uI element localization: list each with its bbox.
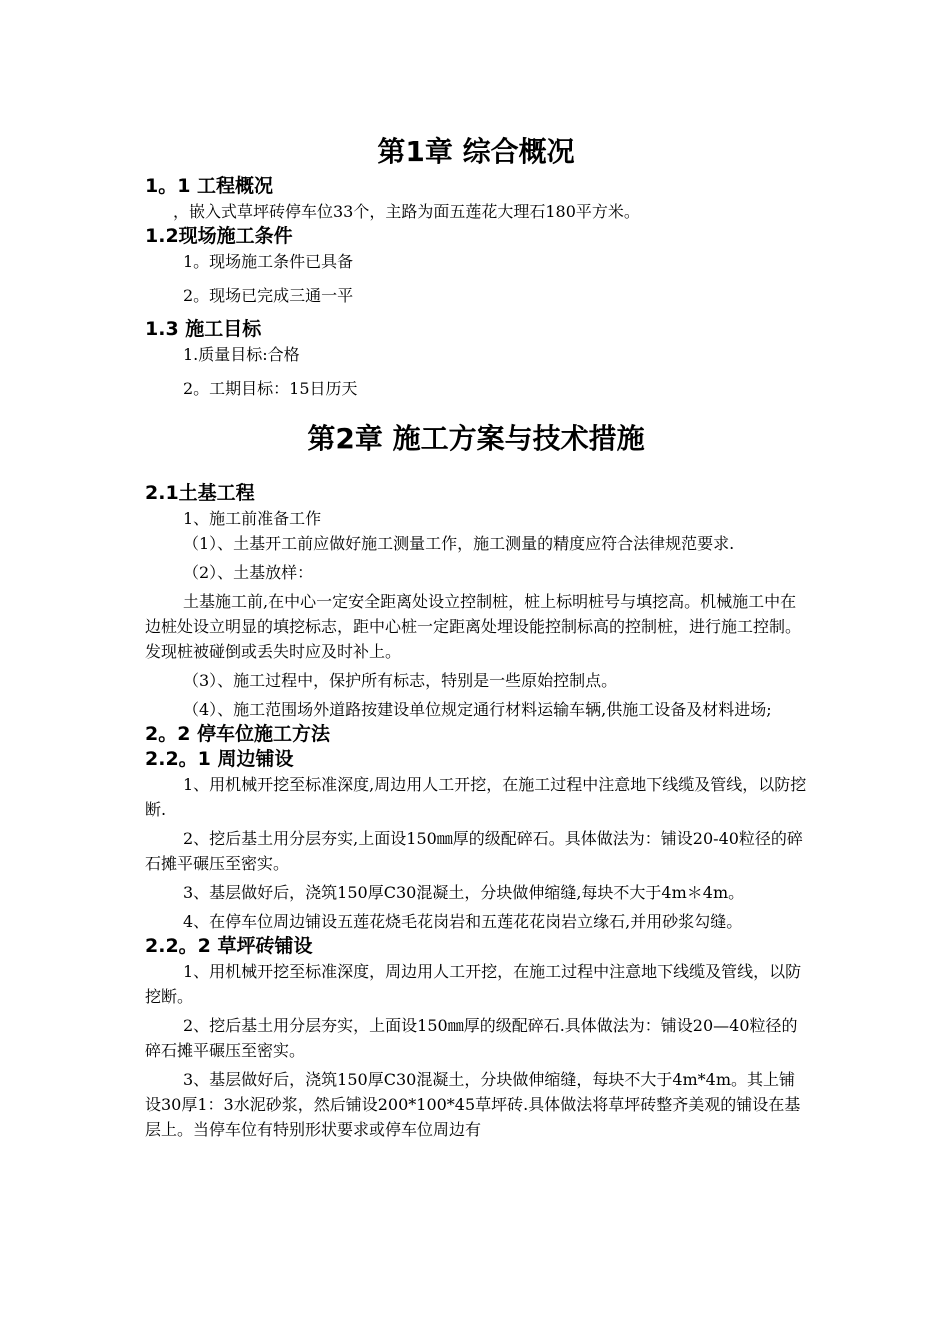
section-2-1-heading: 2.1土基工程: [145, 482, 255, 504]
paragraph: 1、用机械开挖至标准深度，周边用人工开挖，在施工过程中注意地下线缆及管线，以防挖断。: [145, 962, 802, 1006]
section-1-3-item: 2。工期目标：15日历天: [183, 379, 358, 398]
paragraph: 1、用机械开挖至标准深度,周边用人工开挖，在施工过程中注意地下线缆及管线，以防挖断.: [145, 775, 807, 819]
section-1-1-text: ，嵌入式草坪砖停车位33个，主路为面五莲花大理石180平方米。: [173, 202, 640, 221]
chapter-1-title: 第1章 综合概况: [377, 135, 575, 168]
paragraph: （4）、施工范围场外道路按建设单位规定通行材料运输车辆,供施工设备及材料进场;: [183, 700, 772, 719]
section-2-2-2-heading: 2.2。2 草坪砖铺设: [145, 935, 313, 957]
paragraph: （1）、土基开工前应做好施工测量工作，施工测量的精度应符合法律规范要求.: [183, 534, 735, 553]
section-1-2-heading: 1.2现场施工条件: [145, 225, 293, 247]
paragraph: 3、基层做好后，浇筑150厚C30混凝土，分块做伸缩缝，每块不大于4m*4m。其上铺设30厚1：3水泥砂浆，然后铺设200*100*45草坪砖.具体做法将草坪砖整齐美观的铺设在基层上。当停车位有特别形状要求或停车位周边有: [145, 1070, 801, 1139]
paragraph: （3）、施工过程中，保护所有标志，特别是一些原始控制点。: [183, 671, 618, 690]
paragraph: 3、基层做好后，浇筑150厚C30混凝土，分块做伸缩缝,每块不大于4m＊4m。: [183, 883, 745, 902]
paragraph: 2、挖后基土用分层夯实，上面设150㎜厚的级配碎石.具体做法为：铺设20—40粒径的碎石摊平碾压至密实。: [145, 1016, 798, 1060]
document-body: [145, 130, 807, 1142]
chapter-2-title: 第2章 施工方案与技术措施: [307, 422, 645, 455]
paragraph: （2）、土基放样：: [183, 563, 314, 582]
section-1-3-item: 1.质量目标:合格: [183, 345, 300, 364]
section-1-2-item: 2。现场已完成三通一平: [183, 286, 354, 305]
section-1-3-heading: 1.3 施工目标: [145, 318, 262, 340]
section-1-2-item: 1。现场施工条件已具备: [183, 252, 354, 271]
section-2-2-heading: 2。2 停车位施工方法: [145, 723, 331, 745]
paragraph: 1、施工前准备工作: [183, 509, 322, 528]
section-2-2-1-heading: 2.2。1 周边铺设: [145, 748, 294, 770]
paragraph: 4、在停车位周边铺设五莲花烧毛花岗岩和五莲花花岗岩立缘石,并用砂浆勾缝。: [183, 912, 743, 931]
section-1-1-heading: 1。1 工程概况: [145, 175, 274, 197]
paragraph: 2、挖后基土用分层夯实,上面设150㎜厚的级配碎石。具体做法为：铺设20-40粒径的碎石摊平碾压至密实。: [145, 829, 803, 873]
paragraph: 土基施工前,在中心一定安全距离处设立控制桩，桩上标明桩号与填挖高。机械施工中在边桩处设立明显的填挖标志，距中心桩一定距离处埋设能控制标高的控制桩，进行施工控制。发现桩被碰倒或丢失时应及时补上。: [145, 592, 802, 661]
